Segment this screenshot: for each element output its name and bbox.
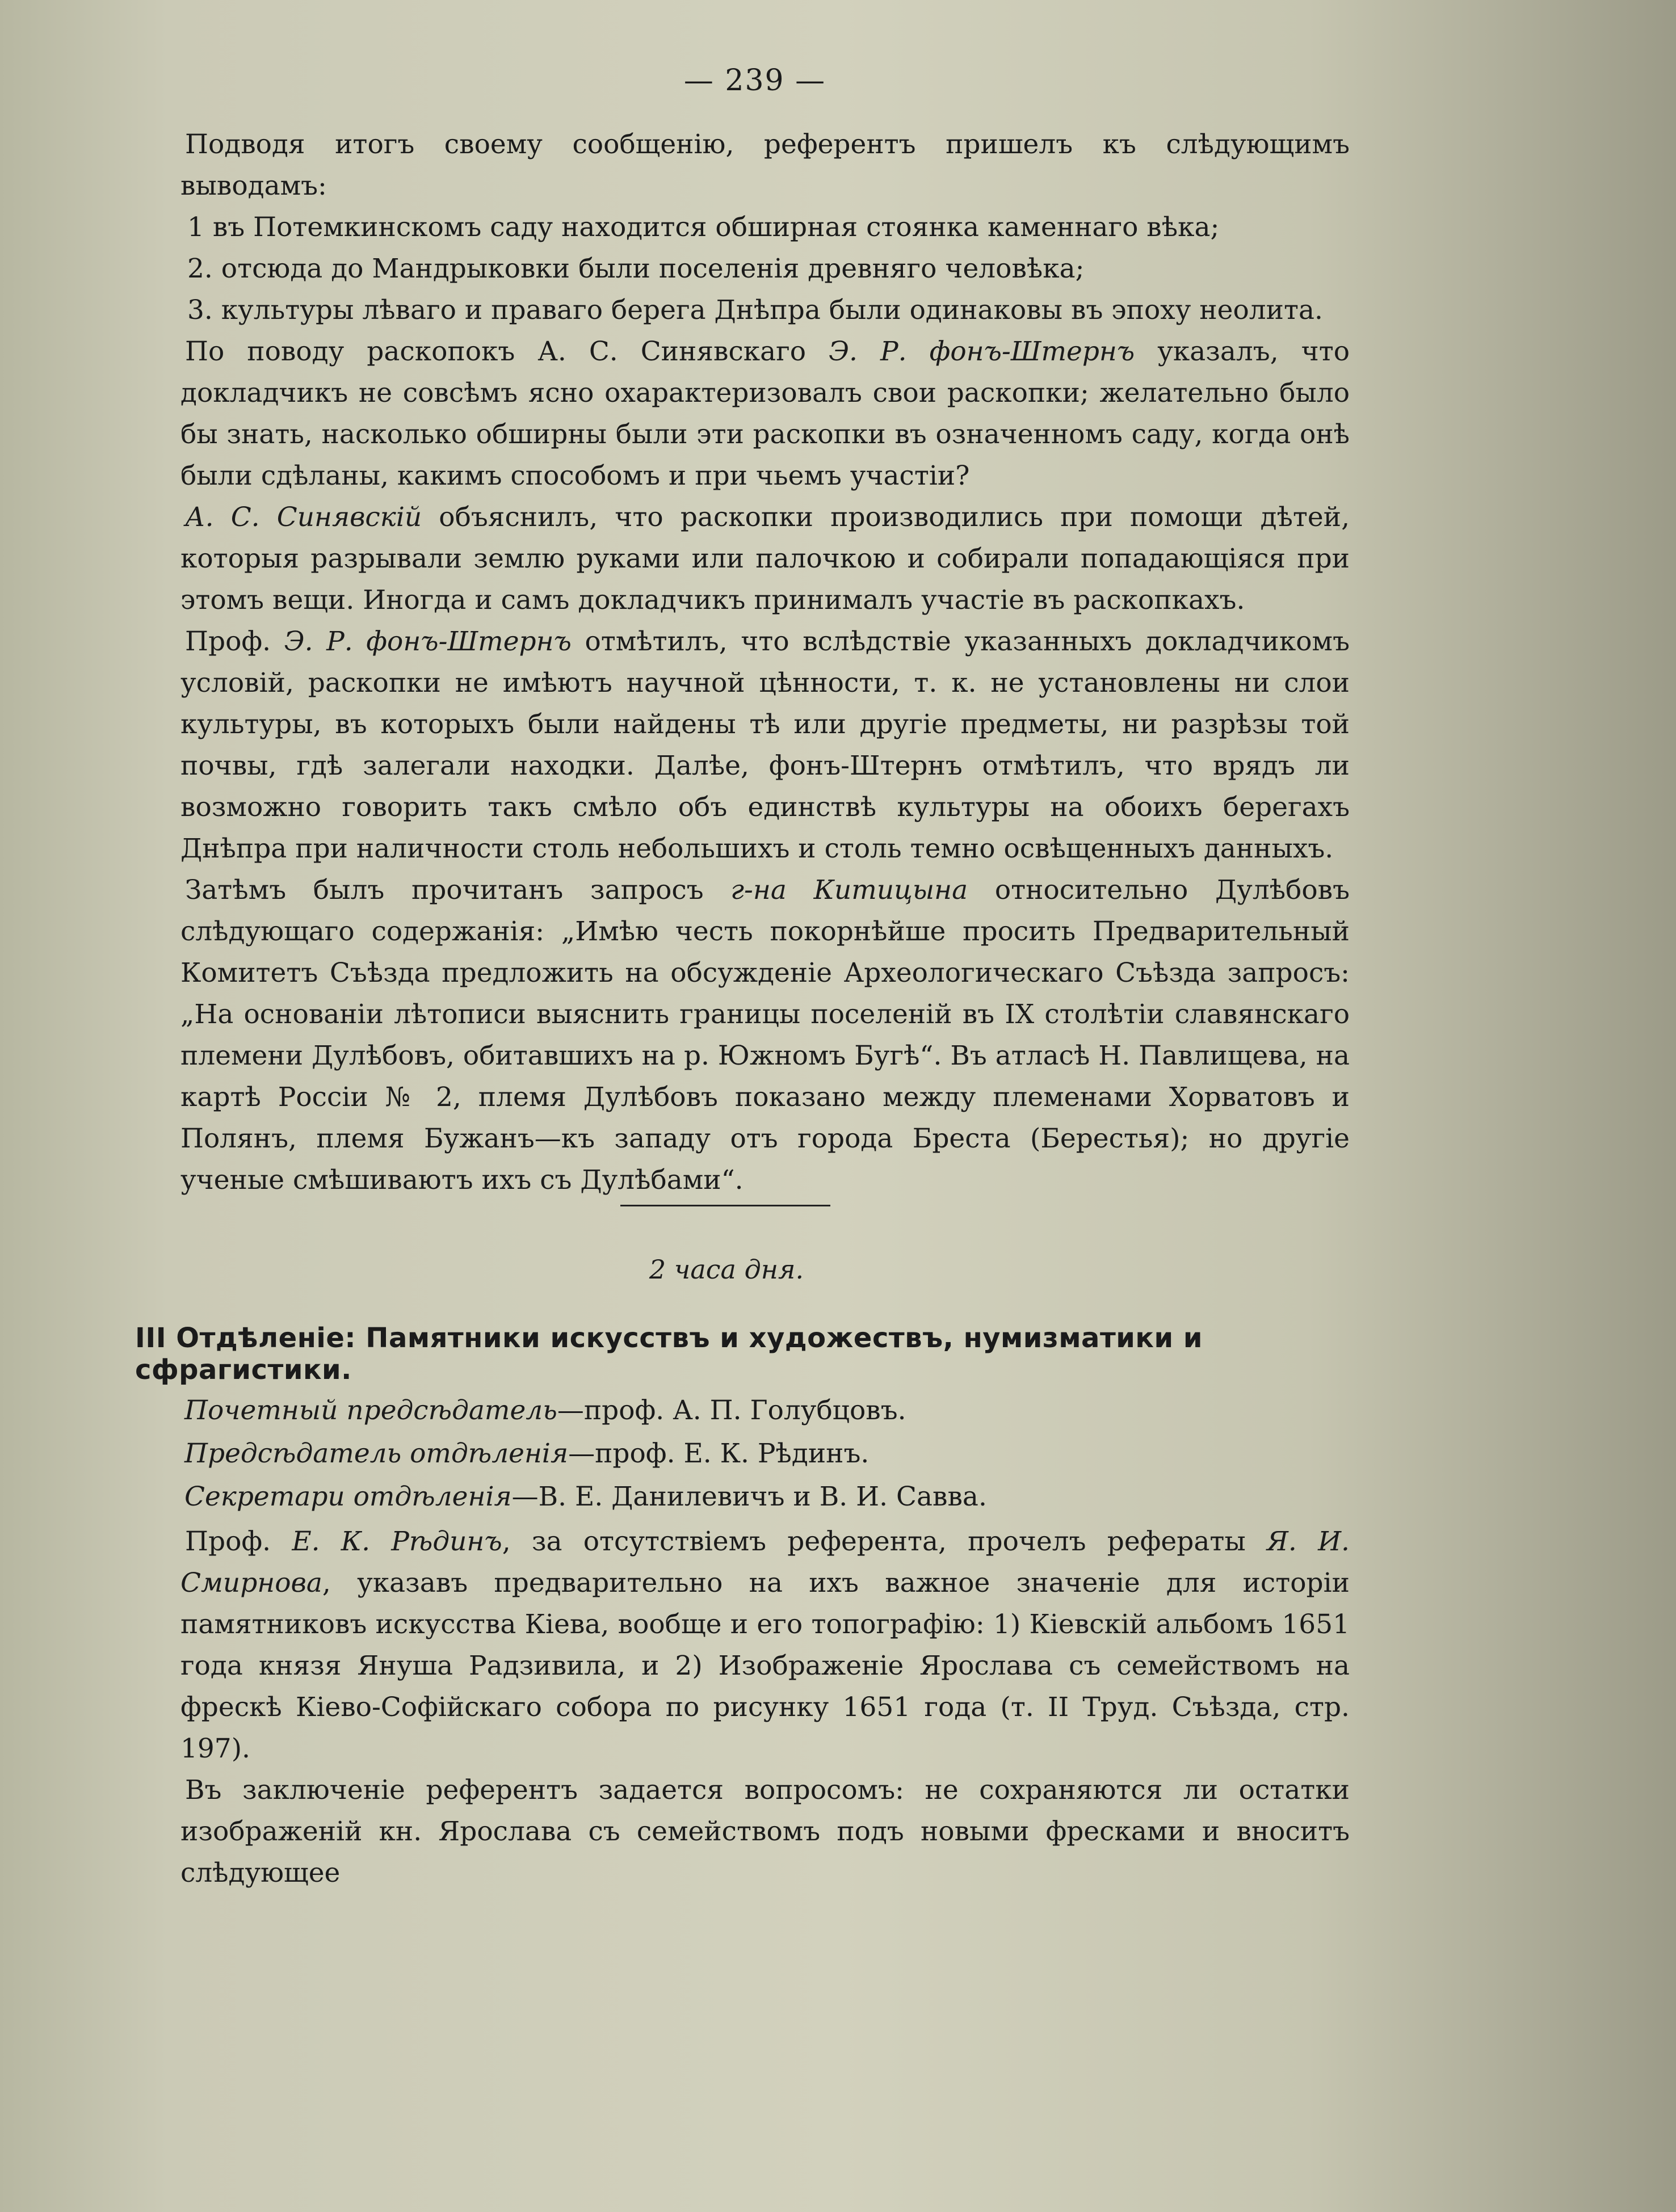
paragraph-sinyavsky-answer (180, 497, 1350, 621)
officer-names: —проф. А. П. Голубцовъ. (557, 1395, 906, 1426)
text-run: указалъ, что докладчикъ не совсѣмъ ясно охарактеризовалъ свои раскопки; желательно было бы знать, насколько обширны были эти раскопки въ означенномъ саду, когда онѣ были сдѣланы, какимъ способомъ и при чьемъ участіи? (180, 336, 1350, 491)
text-run: объяснилъ, что раскопки производились при помощи дѣтей, которыя разрывали землю руками или палочкою и собирали попадающіяся при этомъ вещи. Иногда и самъ докладчикъ принималъ участіе въ раскопкахъ. (180, 502, 1350, 616)
text-run: Проф. (185, 1526, 292, 1557)
person-name: Е. К. Рѣдинъ (292, 1526, 502, 1557)
conclusion-item-1: 1 въ Потемкинскомъ саду находится обширная стоянка каменнаго вѣка; (187, 212, 1220, 243)
paragraph-kititsyn-query (180, 869, 1350, 1201)
officer-role: Секретари отдѣленія (184, 1481, 512, 1512)
text-run: Затѣмъ былъ прочитанъ запросъ (185, 874, 731, 906)
section-divider (620, 1205, 830, 1206)
officer-role: Почетный предсѣдатель (184, 1395, 557, 1426)
bottom-text-block (180, 1521, 1350, 1894)
conclusion-item-2: 2. отсюда до Мандрыковки были поселенія древняго человѣка; (187, 253, 1085, 284)
officer-names: —В. Е. Данилевичъ и В. И. Савва. (511, 1481, 987, 1512)
conclusion-item-3: 3. культуры лѣваго и праваго берега Днѣпра были одинаковы въ эпоху неолита. (187, 295, 1323, 326)
paragraph-redin-report (180, 1521, 1350, 1769)
officer-role: Предсѣдатель отдѣленія (184, 1438, 569, 1469)
person-name: Э. Р. фонъ-Штернъ (284, 626, 572, 657)
person-name: Э. Р. фонъ-Штернъ (829, 336, 1135, 367)
text-run: По поводу раскопокъ А. С. Синявскаго (185, 336, 829, 367)
text-run: отмѣтилъ, что вслѣдствіе указанныхъ докладчикомъ условій, раскопки не имѣютъ научной цѣнности, т. к. не установлены ни слои культуры, въ которыхъ были найдены тѣ или другіе предметы, ни разрѣзы той почвы, гдѣ залегали находки. Далѣе, фонъ-Штернъ отмѣтилъ, что врядъ ли возможно говорить такъ смѣло объ единствѣ культуры на обоихъ берегахъ Днѣпра при наличности столь небольшихъ и столь темно освѣщенныхъ данныхъ. (180, 626, 1350, 864)
section-heading: III Отдѣленіе: Памятники искусствъ и художествъ, нумизматики и сфрагистики. (135, 1322, 1203, 1386)
officer-row (184, 1432, 1263, 1475)
text-run: , указавъ предварительно на ихъ важное значеніе для исторіи памятниковъ искусства Кіева, вообще и его топографію: 1) Кіевскій альбомъ 1651 года князя Януша Радзивила, и 2) Изображеніе Ярослава съ семействомъ на фрескѣ Кіево-Софійскаго собора по рисунку 1651 года (т. II Труд. Съѣзда, стр. 197). (180, 1567, 1350, 1764)
officer-row (184, 1389, 1263, 1432)
text-run: Проф. (185, 626, 284, 657)
text-run: относительно Дулѣбовъ слѣдующаго содержанія: „Имѣю честь покорнѣйше просить Предварительный Комитетъ Съѣзда предложить на обсужденіе Археологическаго Съѣзда запросъ: „На основаніи лѣтописи выяснить границы поселеній въ IX столѣтіи славянскаго племени Дулѣбовъ, обитавшихъ на р. Южномъ Бугѣ“. Въ атласѣ Н. Павлищева, на картѣ Россіи № 2, племя Дулѣбовъ показано между племенами Хорватовъ и Полянъ, племя Бужанъ—къ западу отъ города Бреста (Берестья); но другіе ученые смѣшиваютъ ихъ съ Дулѣбами“. (180, 874, 1350, 1196)
person-name: г-на Китицына (730, 874, 968, 906)
session-time-label: 2 часа дня. (649, 1254, 804, 1285)
top-text-block (180, 124, 1350, 1201)
person-name: Я. И. Смирнова (180, 1526, 1350, 1599)
text-run: , за отсутствіемъ референта, прочелъ рефераты (502, 1526, 1267, 1557)
paragraph-conclusions-intro: Подводя итогъ своему сообщенію, референтъ пришелъ къ слѣдующимъ выводамъ: (180, 129, 1350, 201)
paragraph-stern-question (180, 331, 1350, 497)
page-number: — 239 — (683, 64, 826, 98)
paragraph-conclusion-question: Въ заключеніе референтъ задается вопросомъ: не сохраняются ли остатки изображеній кн. Ярослава съ семействомъ подъ новыми фресками и вноситъ слѣдующее (180, 1774, 1350, 1889)
officer-row (184, 1475, 1263, 1519)
officers-list (184, 1389, 1263, 1519)
officer-names: —проф. Е. К. Рѣдинъ. (568, 1438, 869, 1469)
paragraph-stern-remark (180, 621, 1350, 869)
person-name: А. С. Синявскій (185, 502, 422, 533)
